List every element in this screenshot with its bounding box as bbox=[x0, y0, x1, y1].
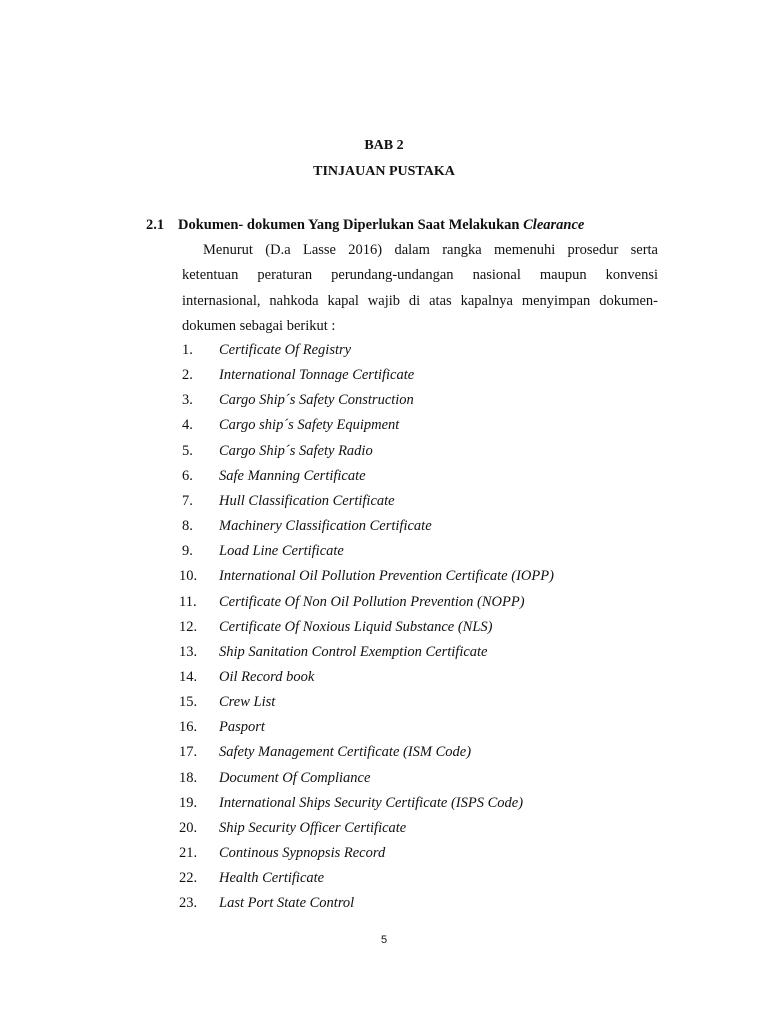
list-item-text: Oil Record book bbox=[219, 668, 315, 685]
list-item-text: Cargo ship´s Safety Equipment bbox=[219, 417, 400, 434]
list-item-number: 20. bbox=[179, 819, 198, 836]
list-item-text: Certificate Of Registry bbox=[219, 342, 352, 358]
chapter-title: TINJAUAN PUSTAKA bbox=[313, 164, 455, 179]
intro-paragraph bbox=[182, 238, 658, 339]
list-item-text: International Tonnage Certificate bbox=[219, 367, 415, 384]
list-item-text: Ship Sanitation Control Exemption Certificate bbox=[219, 643, 488, 660]
list-item-number: 1. bbox=[182, 342, 193, 358]
list-item-number: 22. bbox=[179, 870, 198, 887]
list-item-text: Cargo Ship´s Safety Radio bbox=[219, 442, 373, 459]
page-number: 5 bbox=[380, 934, 388, 946]
list-item-number: 23. bbox=[179, 895, 198, 912]
list-item-number: 4. bbox=[182, 417, 193, 434]
chapter-number: BAB 2 bbox=[364, 138, 404, 153]
list-item-number: 16. bbox=[179, 719, 198, 736]
list-item-number: 8. bbox=[182, 518, 193, 535]
paragraph-line: dokumen sebagai berikut : bbox=[182, 317, 336, 334]
section-number: 2.1 bbox=[146, 217, 165, 233]
list-item-number: 5. bbox=[182, 442, 193, 459]
paragraph-line: ketentuan peraturan perundang-undangan nasional maupun konvensi bbox=[182, 267, 658, 284]
list-item-text: Machinery Classification Certificate bbox=[219, 518, 432, 535]
list-item-text: Safety Management Certificate (ISM Code) bbox=[219, 744, 472, 761]
section-title-italic: Clearance bbox=[523, 217, 585, 233]
list-item-number: 18. bbox=[179, 769, 198, 786]
list-item-number: 15. bbox=[179, 694, 198, 711]
list-item-text: Cargo Ship´s Safety Construction bbox=[219, 392, 414, 409]
list-item-text: Health Certificate bbox=[219, 870, 325, 887]
list-item-number: 3. bbox=[182, 392, 193, 409]
list-item-number: 2. bbox=[182, 367, 193, 384]
list-item-text: International Oil Pollution Prevention Certificate (IOPP) bbox=[219, 568, 554, 585]
list-item-number: 17. bbox=[179, 744, 198, 761]
list-item-text: Hull Classification Certificate bbox=[219, 492, 395, 509]
list-item-number: 19. bbox=[179, 794, 198, 811]
list-item-text: Ship Security Officer Certificate bbox=[219, 819, 407, 836]
paragraph-line: internasional, nahkoda kapal wajib di atas kapalnya menyimpan dokumen- bbox=[182, 292, 658, 309]
list-item-text: Certificate Of Non Oil Pollution Prevention (NOPP) bbox=[219, 593, 525, 610]
list-item-number: 21. bbox=[179, 845, 198, 861]
list-item-text: International Ships Security Certificate (ISPS Code) bbox=[219, 794, 524, 811]
list-item-number: 11. bbox=[179, 593, 197, 610]
paragraph-line: Menurut (D.a Lasse 2016) dalam rangka memenuhi prosedur serta bbox=[203, 242, 658, 258]
list-item-number: 12. bbox=[179, 618, 198, 635]
list-item-text: Document Of Compliance bbox=[219, 769, 371, 786]
list-item-text: Load Line Certificate bbox=[219, 543, 344, 560]
list-item-number: 14. bbox=[179, 668, 198, 685]
section-heading bbox=[146, 217, 584, 234]
list-item-text: Last Port State Control bbox=[219, 895, 355, 912]
list-item-text: Certificate Of Noxious Liquid Substance (NLS) bbox=[219, 618, 493, 635]
list-item-text: Safe Manning Certificate bbox=[219, 467, 366, 484]
list-item-number: 13. bbox=[179, 643, 198, 660]
list-item-number: 6. bbox=[182, 467, 193, 484]
list-item-number: 10. bbox=[179, 568, 198, 585]
list-item-text: Crew List bbox=[219, 694, 276, 711]
list-item-text: Pasport bbox=[219, 719, 265, 736]
list-item-number: 7. bbox=[182, 492, 193, 509]
list-item-number: 9. bbox=[182, 543, 193, 560]
list-item-text: Continous Sypnopsis Record bbox=[219, 845, 386, 861]
section-title: Dokumen- dokumen Yang Diperlukan Saat Melakukan bbox=[178, 217, 524, 233]
